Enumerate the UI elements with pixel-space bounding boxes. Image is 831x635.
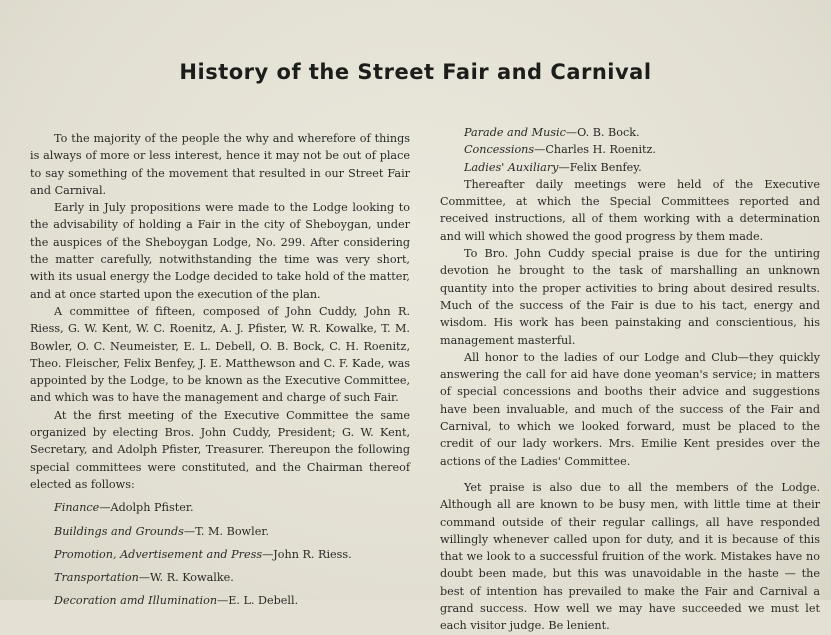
committee-item: Concessions—Charles H. Roenitz. <box>464 143 656 157</box>
committee-name: Concessions <box>464 143 535 157</box>
committee-item: Decoration amd Illumination—E. L. Debell. <box>54 594 299 608</box>
committee-item: Parade and Music—O. B. Bock. <box>464 126 640 139</box>
committee-item: Transportation—W. R. Kowalke. <box>54 571 234 585</box>
committee-name: Decoration amd Illumination <box>54 594 218 608</box>
committee-chair: E. L. Debell. <box>228 594 299 608</box>
paragraph: To Bro. John Cuddy special praise is due for the untiring devotion he brought to the task of marshalling an unknown quantity into the proper activities to bring about desired results. Much of the success of the Fair is due to his tact, energy and wisdom. His work has been painstaking and conscientious, his management masterful. <box>440 247 820 347</box>
committee-name: Ladies' Auxiliary <box>464 160 559 174</box>
right-column <box>440 124 820 635</box>
paragraph: Early in July propositions were made to the Lodge looking to the advisability of holding a Fair in the city of Sheboygan, under the auspices of the Sheboygan Lodge, No. 299. After considering the matter carefully, notwithstanding the time was very short, with its usual energy the Lodge decided to take hold of the matter, and at once started upon the execution of the plan. <box>30 201 410 301</box>
left-column <box>30 130 410 610</box>
paragraph: A committee of fifteen, composed of John Cuddy, John R. Riess, G. W. Kent, W. C. Roenitz, A. J. Pfister, W. R. Kowalke, T. M. Bowler, O. C. Neumeister, E. L. Debell, O. B. Bock, C. H. Roenitz, Theo. Fleischer, Felix Benfey, J. E. Matthewson and C. F. Kade, was appointed by the Lodge, to be known as the Executive Committee, and which was to have the management and charge of such Fair. <box>30 304 410 405</box>
committee-chair: John R. Riess. <box>273 547 352 561</box>
committee-chair: O. B. Bock. <box>577 126 640 139</box>
committee-name: Finance <box>54 501 100 515</box>
paragraph: To the majority of the people the why and wherefore of things is always of more or less interest, hence it may not be out of place to say something of the movement that resulted in our Street Fair and Carnival. <box>30 132 410 197</box>
committee-item: Ladies' Auxiliary—Felix Benfey. <box>464 160 642 174</box>
page-title: History of the Street Fair and Carnival <box>179 60 652 84</box>
committee-chair: W. R. Kowalke. <box>150 571 234 585</box>
committee-chair: Felix Benfey. <box>569 160 642 174</box>
committee-name: Promotion, Advertisement and Press <box>54 547 263 561</box>
paragraph: Thereafter daily meetings were held of the Executive Committee, at which the Special Committees reported and received instructions, all of them working with a determination and will which showed the good progress by them made. <box>440 177 820 243</box>
committee-item: Promotion, Advertisement and Press—John R. Riess. <box>54 547 352 561</box>
committee-chair: Charles H. Roenitz. <box>545 143 656 157</box>
paragraph: All honor to the ladies of our Lodge and Club—they quickly answering the call for aid have done yeoman's service; in matters of special concessions and booths their advice and suggestions have been invaluable, and much of the success of the Fair and Carnival, to which we looked forward, must be placed to the credit of our lady workers. Mrs. Emilie Kent presides over the actions of the Ladies' Committee. <box>440 350 820 468</box>
committee-item: Buildings and Grounds—T. M. Bowler. <box>54 524 270 538</box>
committee-name: Buildings and Grounds <box>54 524 184 538</box>
committee-name: Parade and Music <box>464 126 566 139</box>
committee-chair: T. M. Bowler. <box>195 524 270 538</box>
committee-chair: Adolph Pfister. <box>110 501 194 515</box>
committee-item: Finance—Adolph Pfister. <box>54 501 194 515</box>
paragraph: Yet praise is also due to all the members of the Lodge. Although all are known to be busy men, with little time at their command outside of their regular callings, all have responded willingly whenever called upon for duty, and it is because of this that we look to a successful fruition of the work. Mistakes have no doubt been made, but this was unavoidable in the haste — the best of intention has prevailed to make the Fair and Carnival a grand success. How well we may have succeeded we must let each visitor judge. Be lenient. <box>440 480 820 633</box>
paragraph: At the first meeting of the Executive Committee the same organized by electing Bros. John Cuddy, President; G. W. Kent, Secretary, and Adolph Pfister, Treasurer. Thereupon the following special committees were constituted, and the Chairman thereof elected as follows: <box>30 408 410 491</box>
committee-name: Transportation <box>54 571 139 585</box>
